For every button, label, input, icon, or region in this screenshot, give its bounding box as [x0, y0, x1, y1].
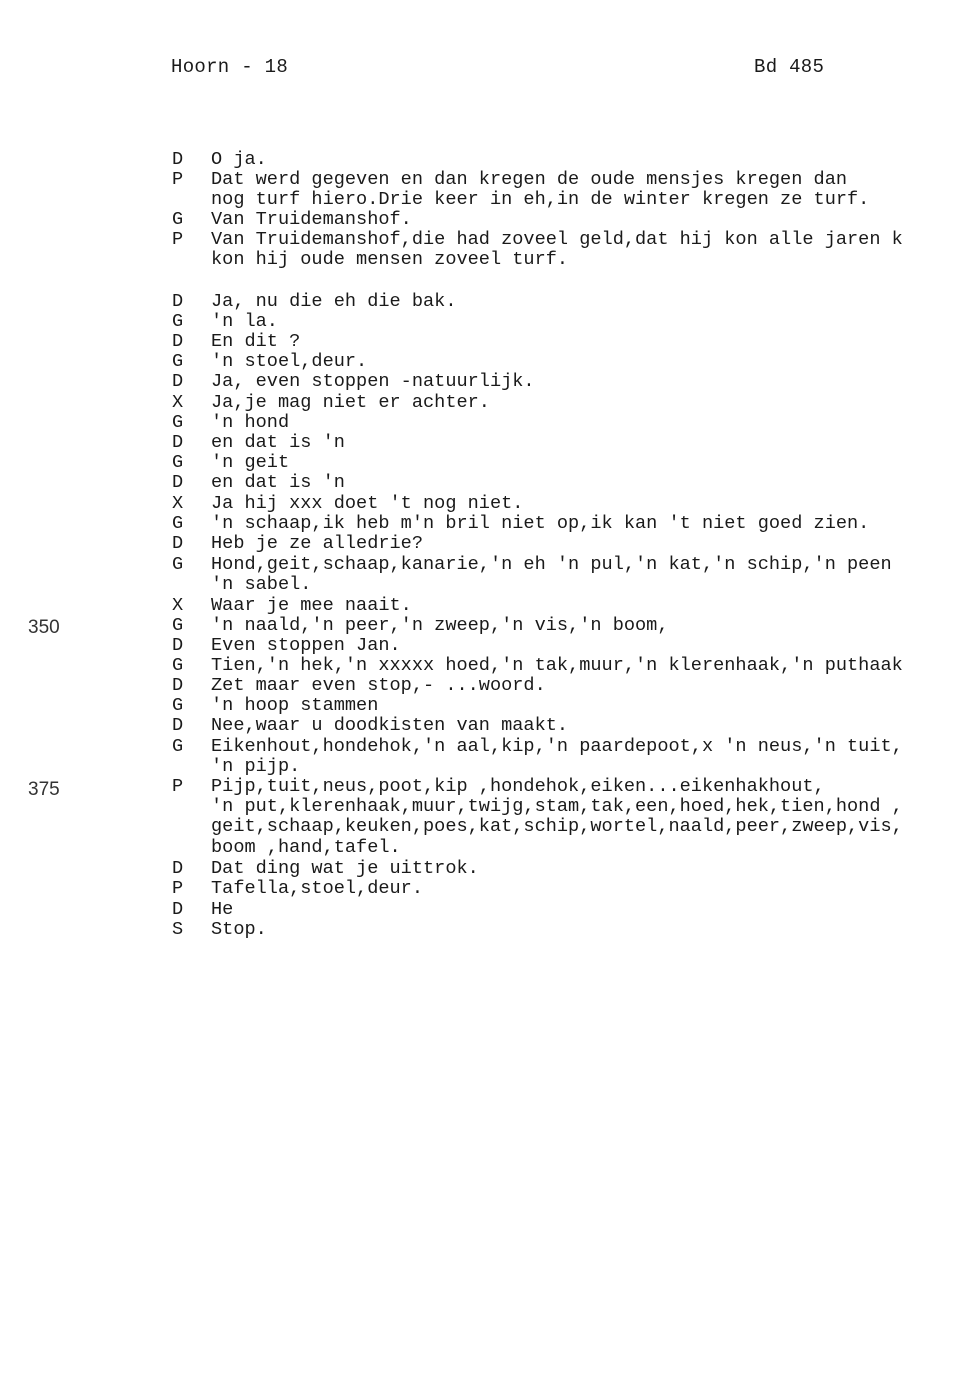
line-text: 'n hoop stammen — [211, 695, 379, 716]
line-text: 'n sabel. — [211, 574, 312, 595]
line-text: Pijp,tuit,neus,poot,kip ,hondehok,eiken...eikenhakhout, — [211, 776, 825, 797]
line-text: Heb je ze alledrie? — [211, 533, 424, 554]
line-text: 'n stoel,deur. — [211, 351, 368, 372]
transcript-line — [0, 656, 973, 676]
speaker-code: G — [172, 452, 184, 473]
speaker-code: D — [172, 858, 184, 879]
speaker-code: P — [172, 878, 184, 899]
transcript-line — [0, 413, 973, 433]
transcript-line — [0, 879, 973, 899]
speaker-code: D — [172, 371, 184, 392]
line-text: O ja. — [211, 149, 267, 170]
line-text: Ja, even stoppen -natuurlijk. — [211, 371, 535, 392]
speaker-code: S — [172, 919, 184, 940]
line-text: boom ,hand,tafel. — [211, 837, 401, 858]
speaker-code: G — [172, 513, 184, 534]
transcript-line — [0, 817, 973, 837]
transcript-line — [0, 716, 973, 736]
transcript-line — [0, 473, 973, 493]
transcript-line — [0, 250, 973, 270]
transcript-line — [0, 737, 973, 757]
line-text: Ja hij xxx doet 't nog niet. — [211, 493, 524, 514]
line-text: Dat ding wat je uittrok. — [211, 858, 479, 879]
line-text: Ja,je mag niet er achter. — [211, 392, 490, 413]
line-text: nog turf hiero.Drie keer in eh,in de winter kregen ze turf. — [211, 189, 870, 210]
speaker-code: G — [172, 615, 184, 636]
speaker-code: G — [172, 351, 184, 372]
transcript-line — [0, 372, 973, 392]
transcript-line — [0, 575, 973, 595]
line-text: Dat werd gegeven en dan kregen de oude mensjes kregen dan — [211, 169, 848, 190]
speaker-code: G — [172, 209, 184, 230]
line-text: 'n put,klerenhaak,muur,twijg,stam,tak,een,hoed,hek,tien,hond , — [211, 796, 903, 817]
speaker-code: D — [172, 635, 184, 656]
transcript-line — [0, 393, 973, 413]
speaker-code: P — [172, 776, 184, 797]
transcript-line — [0, 757, 973, 777]
speaker-code: G — [172, 554, 184, 575]
transcript-line — [0, 900, 973, 920]
transcript-line — [0, 555, 973, 575]
transcript-line — [0, 494, 973, 514]
line-text: Even stoppen Jan. — [211, 635, 401, 656]
transcript-line — [0, 696, 973, 716]
transcript-line — [0, 777, 973, 797]
line-text: He — [211, 899, 234, 920]
speaker-code: X — [172, 595, 184, 616]
line-text: Tafella,stoel,deur. — [211, 878, 424, 899]
transcript-line — [0, 230, 973, 250]
line-text: Zet maar even stop,- ...woord. — [211, 675, 546, 696]
speaker-code: P — [172, 229, 184, 250]
line-text: Hond,geit,schaap,kanarie,'n eh 'n pul,'n kat,'n schip,'n peen — [211, 554, 892, 575]
transcript-line — [0, 838, 973, 858]
line-text: En dit ? — [211, 331, 301, 352]
speaker-code: G — [172, 655, 184, 676]
line-text: 'n naald,'n peer,'n zweep,'n vis,'n boom, — [211, 615, 669, 636]
speaker-code: G — [172, 736, 184, 757]
speaker-code: X — [172, 392, 184, 413]
margin-line-number: 375 — [28, 779, 60, 800]
speaker-code: P — [172, 169, 184, 190]
speaker-code: G — [172, 412, 184, 433]
transcript-line — [0, 292, 973, 312]
speaker-code: D — [172, 472, 184, 493]
line-text: 'n geit — [211, 452, 290, 473]
transcript-line — [0, 676, 973, 696]
transcript-line — [0, 596, 973, 616]
line-text: en dat is 'n — [211, 472, 345, 493]
transcript-line — [0, 190, 973, 210]
transcript-line — [0, 859, 973, 879]
transcript-line — [0, 150, 973, 170]
line-text: en dat is 'n — [211, 432, 345, 453]
transcript-line — [0, 616, 973, 636]
speaker-code: D — [172, 432, 184, 453]
line-text: geit,schaap,keuken,poes,kat,schip,wortel,naald,peer,zweep,vis, — [211, 816, 903, 837]
transcript-line — [0, 453, 973, 473]
speaker-code: X — [172, 493, 184, 514]
transcript-line — [0, 534, 973, 554]
speaker-code: D — [172, 675, 184, 696]
transcript-line — [0, 270, 973, 290]
line-text: 'n pijp. — [211, 756, 301, 777]
line-text: kon hij oude mensen zoveel turf. — [211, 249, 569, 270]
speaker-code: D — [172, 331, 184, 352]
line-text: 'n schaap,ik heb m'n bril niet op,ik kan 't niet goed zien. — [211, 513, 870, 534]
line-text: Eikenhout,hondehok,'n aal,kip,'n paardepoot,x 'n neus,'n tuit, — [211, 736, 903, 757]
transcript-line — [0, 514, 973, 534]
speaker-code: D — [172, 533, 184, 554]
speaker-code: D — [172, 149, 184, 170]
line-text: 'n la. — [211, 311, 278, 332]
header-page-number: Bd 485 — [754, 56, 825, 78]
line-text: Van Truidemanshof,die had zoveel geld,dat hij kon alle jaren k — [211, 229, 903, 250]
speaker-code: D — [172, 899, 184, 920]
speaker-code: G — [172, 311, 184, 332]
line-text: 'n hond — [211, 412, 290, 433]
transcript-line — [0, 352, 973, 372]
transcript-line — [0, 332, 973, 352]
transcript-line — [0, 170, 973, 190]
line-text: Ja, nu die eh die bak. — [211, 291, 457, 312]
transcript-line — [0, 797, 973, 817]
header-location: Hoorn - 18 — [171, 56, 289, 78]
line-text: Tien,'n hek,'n xxxxx hoed,'n tak,muur,'n klerenhaak,'n puthaak — [211, 655, 903, 676]
transcript-line — [0, 920, 973, 940]
transcript-line — [0, 210, 973, 230]
speaker-code: D — [172, 715, 184, 736]
transcript-line — [0, 636, 973, 656]
line-text: Stop. — [211, 919, 267, 940]
line-text: Waar je mee naait. — [211, 595, 412, 616]
margin-line-number: 350 — [28, 617, 60, 638]
transcript-line — [0, 312, 973, 332]
line-text: Van Truidemanshof. — [211, 209, 412, 230]
speaker-code: G — [172, 695, 184, 716]
speaker-code: D — [172, 291, 184, 312]
line-text: Nee,waar u doodkisten van maakt. — [211, 715, 569, 736]
transcript-line — [0, 433, 973, 453]
